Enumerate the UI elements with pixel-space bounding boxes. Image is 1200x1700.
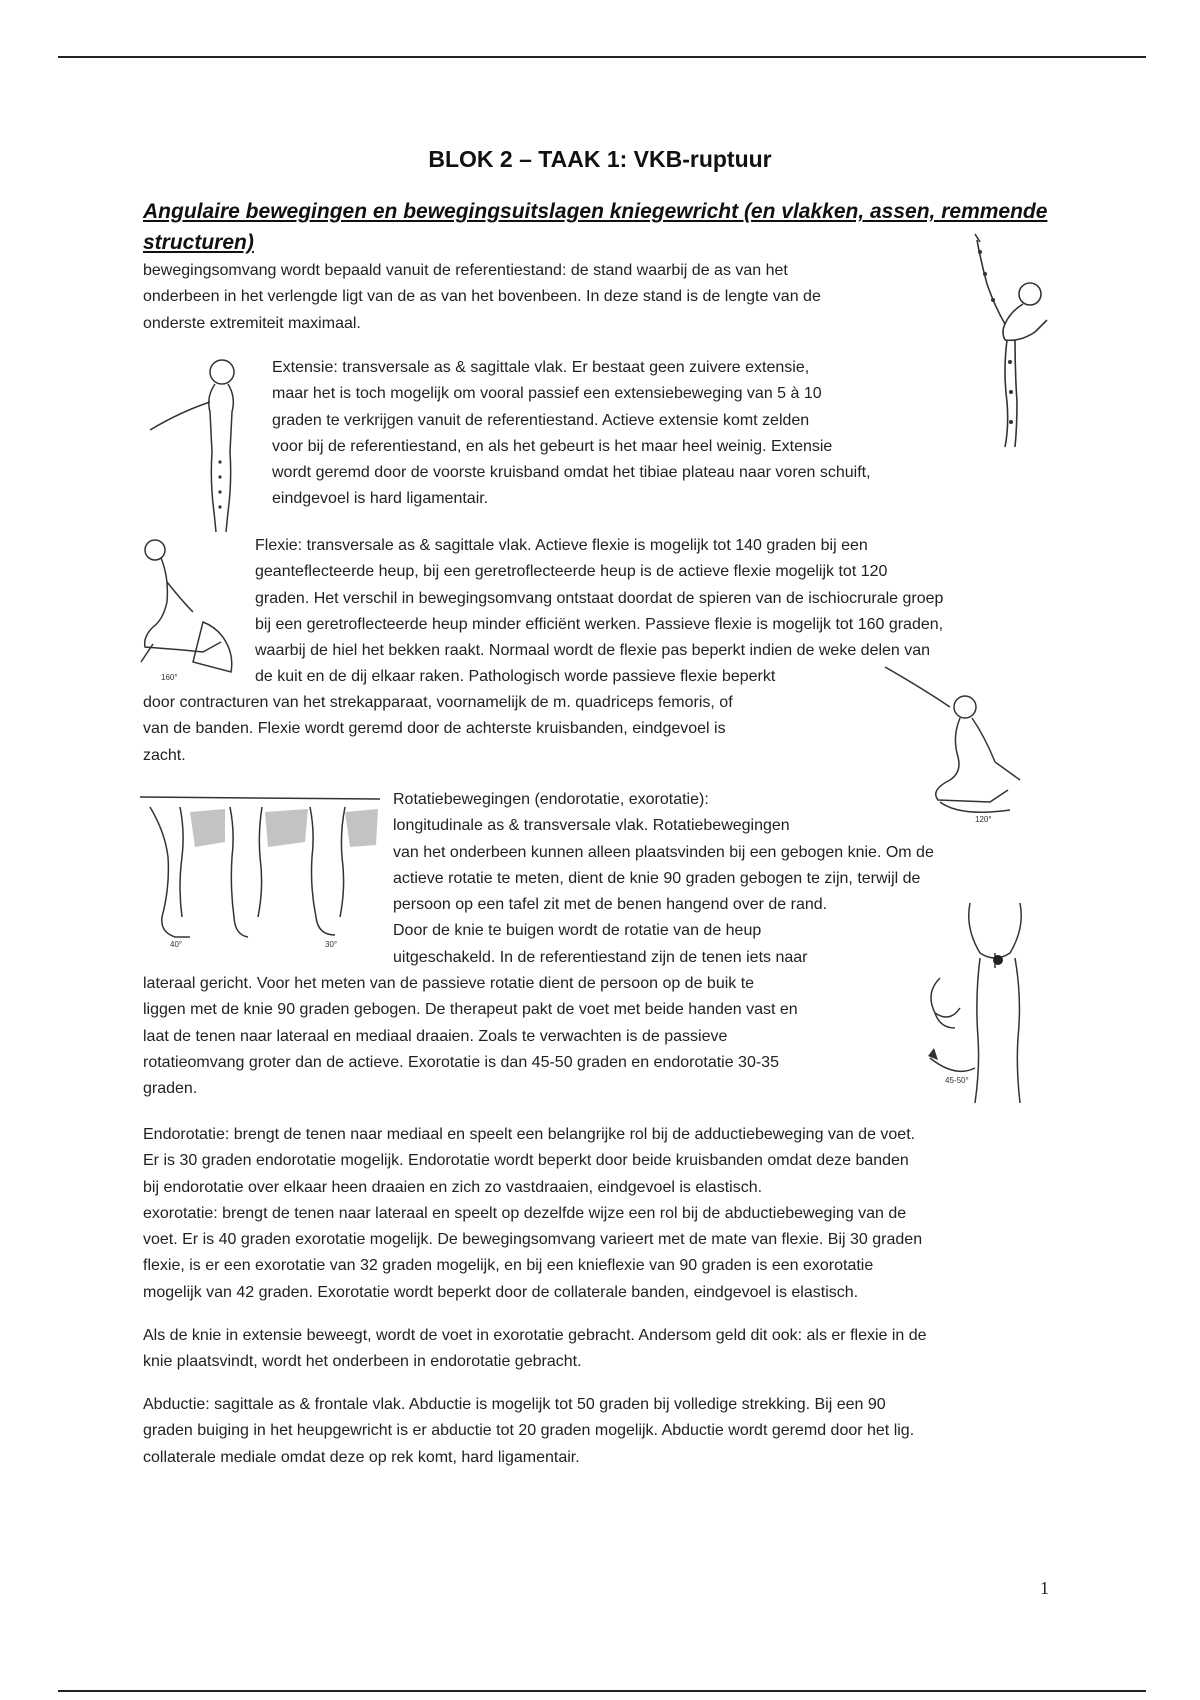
paragraph-extensie <box>272 355 1012 513</box>
text-line: graden. Het verschil in bewegingsomvang ontstaat doordat de spieren van de ischiocrurale groep <box>255 589 944 607</box>
page-number: 1 <box>1040 1578 1049 1598</box>
text-line: actieve rotatie te meten, dient de knie 90 graden gebogen te zijn, terwijl de <box>393 869 921 887</box>
text-line: flexie, is er een exorotatie van 32 graden mogelijk, en bij een knieflexie van 90 graden is een exorotatie <box>143 1257 874 1275</box>
text-line: uitgeschakeld. In de referentiestand zijn de tenen iets naar <box>393 948 808 966</box>
text-line: eindgevoel is hard ligamentair. <box>272 490 489 508</box>
text-line: maar het is toch mogelijk om vooral passief een extensiebeweging van 5 à 10 <box>272 385 822 403</box>
figure-kneeling-flexion <box>133 532 243 692</box>
text-line: voet. Er is 40 graden exorotatie mogelijk. De bewegingsomvang varieert met de mate van flexie. Bij 30 graden <box>143 1231 923 1249</box>
text-line: zacht. <box>143 746 186 764</box>
rotatie-label-2: 30° <box>325 940 338 949</box>
rotatie-label-1: 40° <box>170 940 183 949</box>
paragraph-abductie <box>143 1392 1143 1471</box>
text-line: bij endorotatie over elkaar heen draaien en zich zo vastdraaien, eindgevoel is elastisch. <box>143 1178 763 1196</box>
text-line: geanteflecteerde heup, bij een geretroflecteerde heup is de actieve flexie mogelijk tot 120 <box>255 563 888 581</box>
text-line: voor bij de referentiestand, en als het gebeurt is het maar heel weinig. Extensie <box>272 437 833 455</box>
figure-seated-leg-rotation <box>140 787 385 952</box>
page-title: BLOK 2 – TAAK 1: VKB-ruptuur <box>428 146 772 172</box>
text-line: graden te verkrijgen vanuit de referentiestand. Actieve extensie komt zelden <box>272 411 810 429</box>
text-line: Extensie: transversale as & sagittale vlak. Er bestaat geen zuivere extensie, <box>272 359 810 376</box>
text-line: rotatieomvang groter dan de actieve. Exorotatie is dan 45-50 graden en endorotatie 30-35 <box>143 1053 779 1071</box>
text-line: liggen met de knie 90 graden gebogen. De therapeut pakt de voet met beide handen vast en <box>143 1001 798 1019</box>
section-heading: Angulaire bewegingen en bewegingsuitslagen kniegewricht (en vlakken, assen, remmende structuren) <box>143 200 1048 254</box>
figure-standing-extension <box>140 352 260 537</box>
text-line: Rotatiebewegingen (endorotatie, exorotatie): <box>393 791 709 808</box>
text-line: Als de knie in extensie beweegt, wordt de voet in exorotatie gebracht. Andersom geld dit ook: als er flexie in de <box>143 1327 927 1344</box>
text-line: van de banden. Flexie wordt geremd door de achterste kruisbanden, eindgevoel is <box>143 720 726 738</box>
text-line: laat de tenen naar lateraal en mediaal draaien. Zoals te verwachten is de passieve <box>143 1027 728 1045</box>
text-line: graden. <box>143 1080 198 1098</box>
text-line: graden buiging in het heupgewricht is er abductie tot 20 graden mogelijk. Abductie wordt geremd door het lig. <box>143 1422 915 1440</box>
top-rule <box>58 56 1146 58</box>
text-line: bewegingsomvang wordt bepaald vanuit de referentiestand: de stand waarbij de as van het <box>143 262 788 279</box>
text-line: waarbij de hiel het bekken raakt. Normaal wordt de flexie pas beperkt indien de weke delen van <box>255 642 931 660</box>
paragraph-flexie-continued <box>143 690 843 769</box>
figure-crouch-flexion <box>880 662 1030 832</box>
bottom-rule <box>58 1690 1146 1692</box>
text-line: knie plaatsvindt, wordt het onderbeen in endorotatie gebracht. <box>143 1353 582 1371</box>
figure-high-kick <box>935 232 1060 457</box>
text-line: Flexie: transversale as & sagittale vlak. Actieve flexie is mogelijk tot 140 graden bij een <box>255 537 868 554</box>
text-line: bij een geretroflecteerde heup minder efficiënt werken. Passieve flexie is mogelijk tot 160 graden, <box>255 615 944 633</box>
text-line: lateraal gericht. Voor het meten van de passieve rotatie dient de persoon op de buik te <box>143 975 755 992</box>
flexie-angle-label: 160° <box>161 673 178 682</box>
text-line: Er is 30 graden endorotatie mogelijk. Endorotatie wordt beperkt door beide kruisbanden omdat deze banden <box>143 1152 909 1170</box>
text-line: Endorotatie: brengt de tenen naar mediaal en speelt een belangrijke rol bij de adductiebeweging van de voet. <box>143 1126 916 1143</box>
paragraph-knie-extensie <box>143 1323 1143 1376</box>
text-line: persoon op een tafel zit met de benen hangend over de rand. <box>393 896 828 914</box>
text-line: de kuit en de dij elkaar raken. Pathologisch worde passieve flexie beperkt <box>255 668 776 686</box>
flexie2-angle-label: 120° <box>975 815 992 824</box>
text-line: mogelijk van 42 graden. Exorotatie wordt beperkt door de collaterale banden, eindgevoel is elastisch. <box>143 1283 859 1301</box>
paragraph-endo-exorotatie <box>143 1122 1143 1306</box>
text-line: Door de knie te buigen wordt de rotatie van de heup <box>393 922 762 940</box>
paragraph-intro <box>143 258 923 337</box>
text-line: collaterale mediale omdat deze op rek komt, hard ligamentair. <box>143 1448 580 1466</box>
text-line: longitudinale as & transversale vlak. Rotatiebewegingen <box>393 817 790 835</box>
text-line: door contracturen van het strekapparaat, voornamelijk de m. quadriceps femoris, of <box>143 694 733 711</box>
figure-prone-rotation <box>920 898 1060 1113</box>
text-line: Abductie: sagittale as & frontale vlak. Abductie is mogelijk tot 50 graden bij volledige strekking. Bij een 90 <box>143 1396 886 1413</box>
text-line: van het onderbeen kunnen alleen plaatsvinden bij een gebogen knie. Om de <box>393 843 934 861</box>
prone-angle-label: 45-50° <box>945 1076 969 1085</box>
text-line: onderste extremiteit maximaal. <box>143 314 361 332</box>
text-line: onderbeen in het verlengde ligt van de as van het bovenbeen. In deze stand is de lengte van de <box>143 288 821 306</box>
text-line: exorotatie: brengt de tenen naar lateraal en speelt op dezelfde wijze een rol bij de abductiebeweging van de <box>143 1204 907 1222</box>
paragraph-rotatie-continued <box>143 971 903 1102</box>
text-line: wordt geremd door de voorste kruisband omdat het tibiae plateau naar voren schuift, <box>272 464 871 482</box>
